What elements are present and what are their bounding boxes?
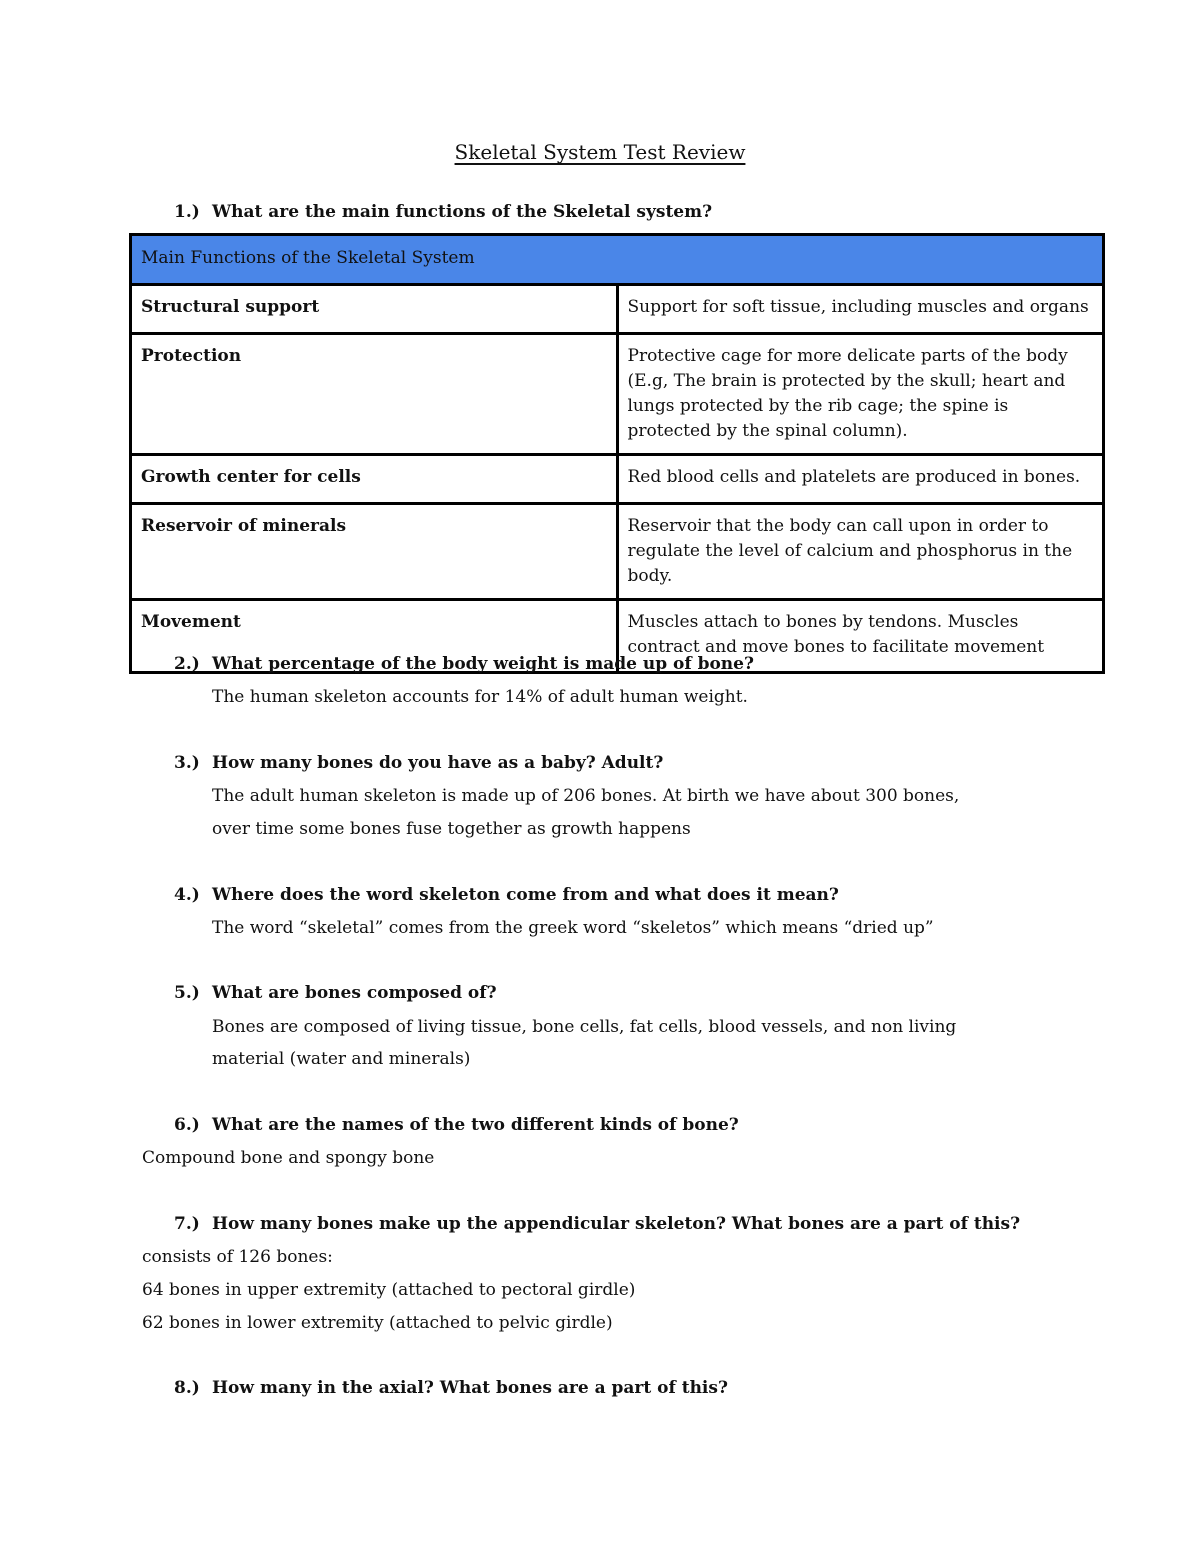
question-number: 7.) [174,1214,200,1234]
function-name: Structural support [131,285,618,334]
function-name: Reservoir of minerals [131,504,618,600]
function-description: Support for soft tissue, including muscles and organs [617,285,1104,334]
function-name: Movement [131,600,618,673]
question-number: 4.) [174,885,200,905]
answer-line: 64 bones in upper extremity (attached to pectoral girdle) [142,1280,636,1300]
question-1 [0,200,1200,224]
table-header: Main Functions of the Skeletal System [131,235,1104,285]
answer-line: Bones are composed of living tissue, bone cells, fat cells, blood vessels, and non living [212,1017,957,1037]
table-row [131,334,1104,455]
question-number: 8.) [174,1378,200,1398]
answer-line: The word “skeletal” comes from the greek word “skeletos” which means “dried up” [212,918,934,938]
answer-line: The adult human skeleton is made up of 206 bones. At birth we have about 300 bones, [212,786,960,806]
answer-line: over time some bones fuse together as growth happens [212,819,691,839]
function-name: Protection [131,334,618,455]
function-name: Growth center for cells [131,455,618,504]
function-description: Red blood cells and platelets are produced in bones. [617,455,1104,504]
answer-line: 62 bones in lower extremity (attached to pelvic girdle) [142,1313,613,1333]
question-number: 6.) [174,1115,200,1135]
question-number: 2.) [174,654,200,674]
function-description: Muscles attach to bones by tendons. Muscles contract and move bones to facilitate movement [617,600,1104,673]
question-3 [0,751,1200,775]
question-4 [0,883,1200,907]
question-text: What are bones composed of? [212,983,497,1003]
question-6 [0,1113,1200,1137]
page-title: Skeletal System Test Review [454,140,746,164]
question-number: 3.) [174,753,200,773]
question-text: What are the main functions of the Skeletal system? [212,202,713,222]
function-description: Protective cage for more delicate parts of the body (E.g, The brain is protected by the skull; heart and lungs protected by the rib cage; the spine is protected by the spinal column). [617,334,1104,455]
question-number: 1.) [174,202,200,222]
question-text: What are the names of the two different kinds of bone? [212,1115,739,1135]
question-2 [0,652,1200,676]
question-5 [0,981,1200,1005]
answer-line: Compound bone and spongy bone [142,1148,435,1168]
table-row [131,285,1104,334]
table-row [131,504,1104,600]
question-text: Where does the word skeleton come from and what does it mean? [212,885,839,905]
question-text: How many bones do you have as a baby? Adult? [212,753,664,773]
table-row [131,455,1104,504]
question-8 [0,1376,1200,1400]
question-text: How many bones make up the appendicular skeleton? What bones are a part of this? [212,1214,1021,1234]
answer-line: The human skeleton accounts for 14% of adult human weight. [212,687,748,707]
answer-line: consists of 126 bones: [142,1247,333,1267]
functions-table [129,233,1105,674]
function-description: Reservoir that the body can call upon in order to regulate the level of calcium and phosphorus in the body. [617,504,1104,600]
question-text: How many in the axial? What bones are a part of this? [212,1378,728,1398]
question-text: What percentage of the body weight is made up of bone? [212,654,754,674]
answer-line: material (water and minerals) [212,1049,471,1069]
question-number: 5.) [174,983,200,1003]
table-header-row [131,235,1104,285]
question-7 [0,1212,1200,1236]
